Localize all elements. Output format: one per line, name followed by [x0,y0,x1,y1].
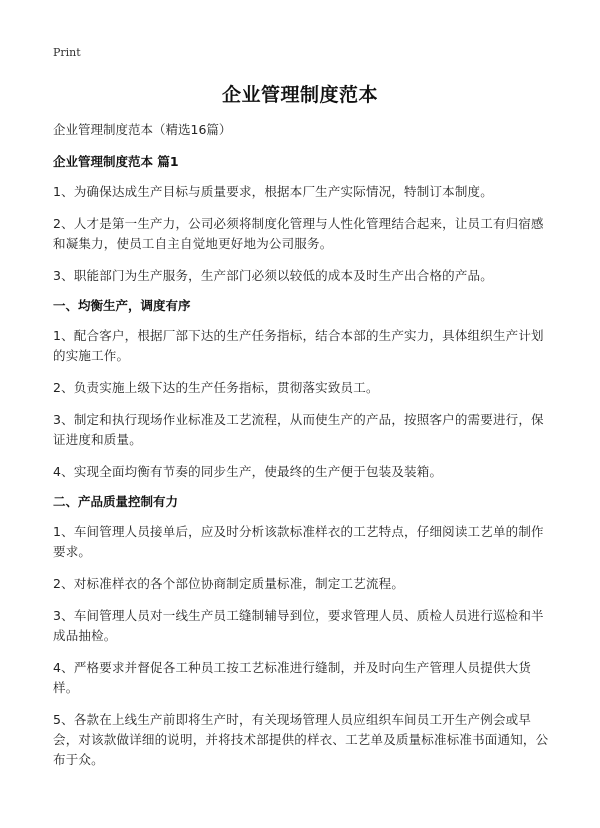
paragraph: 1、为确保达成生产目标与质量要求，根据本厂生产实际情况，特制订本制度。 [53,184,493,199]
section-1 [53,154,553,286]
section-heading: 一、均衡生产，调度有序 [53,298,191,313]
paragraph: 2、负责实施上级下达的生产任务指标，贯彻落实致员工。 [53,380,379,395]
document-subtitle: 企业管理制度范本（精选16篇） [53,122,232,137]
paragraph: 3、制定和执行现场作业标准及工艺流程，从而使生产的产品，按照客户的需要进行，保证进度和质量。 [53,412,544,447]
paragraph: 1、配合客户，根据厂部下达的生产任务指标，结合本部的生产实力，具体组织生产计划的实施工作。 [53,328,544,363]
paragraph: 4、严格要求并督促各工种员工按工艺标准进行缝制，并及时向生产管理人员提供大货样。 [53,660,532,695]
paragraph: 3、职能部门为生产服务，生产部门必须以较低的成本及时生产出合格的产品。 [53,268,493,283]
paragraph: 1、车间管理人员接单后，应及时分析该款标准样衣的工艺特点，仔细阅读工艺单的制作要求。 [53,524,544,559]
paragraph: 4、实现全面均衡有节奏的同步生产，使最终的生产便于包装及装箱。 [53,464,443,479]
document-title: 企业管理制度范本 [221,84,378,106]
document-body [53,122,553,782]
print-link[interactable]: Print [53,46,81,59]
section-heading: 二、产品质量控制有力 [53,494,179,509]
section-3 [53,494,553,770]
section-2 [53,298,553,482]
paragraph: 2、人才是第一生产力，公司必须将制度化管理与人性化管理结合起来，让员工有归宿感和凝集力，使员工自主自觉地更好地为公司服务。 [53,216,544,251]
paragraph: 3、车间管理人员对一线生产员工缝制辅导到位，要求管理人员、质检人员进行巡检和半成品抽检。 [53,608,544,643]
paragraph: 5、各款在上线生产前即将生产时，有关现场管理人员应组织车间员工开生产例会或早会，对该款做详细的说明，并将技术部提供的样衣、工艺单及质量标准标准书面通知，公布于众。 [53,712,549,767]
paragraph: 2、对标准样衣的各个部位协商制定质量标准，制定工艺流程。 [53,576,405,591]
section-heading: 企业管理制度范本 篇1 [53,154,179,169]
